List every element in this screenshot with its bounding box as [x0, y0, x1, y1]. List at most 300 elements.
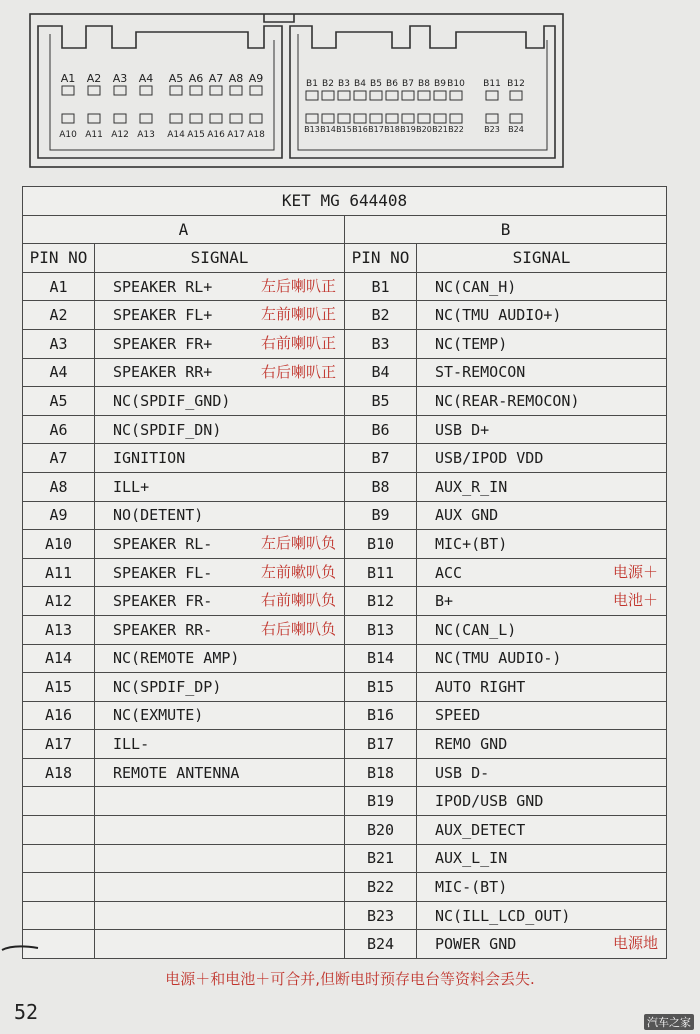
signal-a-text: SPEAKER FR+: [113, 334, 213, 353]
signal-b: [417, 415, 667, 444]
col-signal-a: SIGNAL: [95, 244, 345, 273]
pin-socket: [338, 91, 350, 100]
pin-socket: [88, 114, 100, 123]
table-row: [23, 730, 667, 759]
pin-label: B16: [352, 125, 368, 134]
pin-label: B15: [336, 125, 352, 134]
signal-b-text: ACC: [435, 563, 463, 582]
signal-b-text: USB/IPOD VDD: [435, 449, 544, 468]
pin-b-text: B7: [371, 449, 390, 468]
pinout-table: [22, 186, 667, 959]
pin-a: [23, 730, 95, 759]
pin-label: B17: [368, 125, 384, 134]
pin-label: B23: [484, 125, 500, 134]
pin-b-text: B13: [366, 620, 395, 639]
pin-b-text: B3: [371, 334, 390, 353]
pin-a: [23, 615, 95, 644]
signal-a: [95, 901, 345, 930]
signal-b-text: AUTO RIGHT: [435, 677, 526, 696]
cn-note: 左前喇叭正: [260, 305, 336, 324]
signal-a: [95, 615, 345, 644]
pin-b-text: B8: [371, 477, 390, 496]
pin-label: B19: [400, 125, 416, 134]
table-row: [23, 615, 667, 644]
pin-socket: [338, 114, 350, 123]
pin-label: B8: [418, 79, 430, 89]
signal-a-text: NC(SPDIF_DP): [113, 677, 222, 696]
pin-a: [23, 701, 95, 730]
pin-a: [23, 758, 95, 787]
pin-socket: [170, 86, 182, 95]
group-a-header: A: [23, 215, 345, 244]
pin-b-text: B21: [366, 849, 395, 868]
signal-b: [417, 387, 667, 416]
pin-b-text: B6: [371, 420, 390, 439]
pin-b-text: B19: [366, 792, 395, 811]
col-signal-b: SIGNAL: [417, 244, 667, 273]
table-row: [23, 930, 667, 959]
pin-a: [23, 530, 95, 559]
pin-socket: [322, 114, 334, 123]
pin-b-text: B9: [371, 506, 390, 525]
block-b-outline: [290, 26, 555, 158]
pin-b: [345, 444, 417, 473]
pin-socket: [250, 114, 262, 123]
signal-b-text: USB D+: [435, 420, 490, 439]
signal-a: [95, 701, 345, 730]
signal-a-text: SPEAKER RR+: [113, 363, 213, 382]
pin-b-text: B23: [366, 906, 395, 925]
signal-a-text: NC(EXMUTE): [113, 706, 204, 725]
signal-a-text: IGNITION: [113, 449, 186, 468]
signal-b-text: NC(TEMP): [435, 334, 508, 353]
pin-a: [23, 873, 95, 902]
pin-socket: [140, 86, 152, 95]
signal-b: [417, 901, 667, 930]
pin-a-text: A10: [44, 534, 73, 553]
table-row: [23, 873, 667, 902]
table-row: [23, 415, 667, 444]
cn-note: 左后喇叭正: [260, 276, 336, 295]
pin-b-text: B14: [366, 649, 395, 668]
pin-b-text: B12: [366, 592, 395, 611]
pin-label: A9: [248, 72, 264, 85]
pin-a-text: A18: [44, 763, 73, 782]
page-number: 52: [14, 1000, 39, 1024]
signal-b: [417, 301, 667, 330]
pin-b: [345, 558, 417, 587]
cn-note: 左前嗽叭负: [260, 562, 336, 581]
pin-socket: [486, 91, 498, 100]
pin-label: A8: [228, 72, 244, 85]
signal-b-text: POWER GND: [435, 935, 517, 954]
pin-a: [23, 787, 95, 816]
pin-label: A10: [59, 130, 77, 140]
pin-label: A3: [112, 72, 128, 85]
pin-label: A2: [86, 72, 102, 85]
pin-label: A13: [137, 130, 155, 140]
signal-b: [417, 358, 667, 387]
pin-socket: [230, 114, 242, 123]
pin-socket: [450, 91, 462, 100]
pin-b: [345, 501, 417, 530]
table-row: [23, 472, 667, 501]
signal-b-text: MIC+(BT): [435, 534, 508, 553]
pin-b-text: B16: [366, 706, 395, 725]
signal-b: [417, 701, 667, 730]
pin-label: A7: [208, 72, 224, 85]
pin-a-text: A14: [44, 649, 73, 668]
signal-a: [95, 673, 345, 702]
pin-b: [345, 329, 417, 358]
pin-socket: [370, 114, 382, 123]
pin-socket: [434, 91, 446, 100]
pin-socket: [210, 114, 222, 123]
pin-socket: [62, 86, 74, 95]
pin-socket: [402, 114, 414, 123]
signal-a-text: NC(SPDIF_DN): [113, 420, 222, 439]
pin-socket: [190, 86, 202, 95]
table-row: [23, 558, 667, 587]
pin-socket: [306, 114, 318, 123]
pin-b: [345, 387, 417, 416]
pin-b: [345, 758, 417, 787]
pin-b: [345, 530, 417, 559]
pin-b-text: B1: [371, 277, 390, 296]
signal-a: [95, 644, 345, 673]
connector-housing: [30, 14, 563, 167]
signal-a: [95, 558, 345, 587]
pin-a-text: A2: [49, 306, 68, 325]
signal-a: [95, 758, 345, 787]
pin-label: A18: [247, 130, 265, 140]
col-pin-b: PIN NO: [345, 244, 417, 273]
cn-note: 左后喇叭负: [260, 534, 336, 553]
pin-label: B1: [306, 79, 318, 89]
pin-socket: [386, 91, 398, 100]
signal-a-text: SPEAKER FL-: [113, 563, 213, 582]
table-row: [23, 758, 667, 787]
signal-b-text: NC(REAR-REMOCON): [435, 391, 580, 410]
pin-socket: [210, 86, 222, 95]
pin-a: [23, 472, 95, 501]
pin-label: B6: [386, 79, 398, 89]
signal-a-text: NC(REMOTE AMP): [113, 649, 240, 668]
pin-label: A4: [138, 72, 154, 85]
signal-a: [95, 730, 345, 759]
pin-a-text: A6: [49, 420, 68, 439]
pin-a: [23, 501, 95, 530]
signal-a-text: ILL-: [113, 735, 150, 754]
signal-a-text: SPEAKER FL+: [113, 306, 213, 325]
pin-label: B11: [483, 79, 501, 89]
pin-b-text: B24: [366, 935, 395, 954]
table-row: [23, 329, 667, 358]
pin-b: [345, 472, 417, 501]
pin-a: [23, 358, 95, 387]
pin-socket: [402, 91, 414, 100]
pin-a-text: A13: [44, 620, 73, 639]
pin-b: [345, 644, 417, 673]
pin-socket: [510, 91, 522, 100]
pin-a-text: A9: [49, 506, 68, 525]
pin-b-text: B11: [366, 563, 395, 582]
signal-a: [95, 787, 345, 816]
pin-label: B14: [320, 125, 336, 134]
pin-socket: [434, 114, 446, 123]
signal-b-text: ST-REMOCON: [435, 363, 526, 382]
pin-socket: [386, 114, 398, 123]
signal-b-text: IPOD/USB GND: [435, 792, 544, 811]
pin-b: [345, 358, 417, 387]
pin-a-text: A3: [49, 334, 68, 353]
signal-b: [417, 444, 667, 473]
table-row: [23, 530, 667, 559]
signal-a-text: SPEAKER RR-: [113, 620, 213, 639]
cn-note: 右前喇叭负: [260, 591, 336, 610]
pin-b: [345, 844, 417, 873]
pin-b-text: B10: [366, 534, 395, 553]
pin-a: [23, 272, 95, 301]
pin-b: [345, 901, 417, 930]
signal-b-text: MIC-(BT): [435, 878, 508, 897]
signal-a-text: ILL+: [113, 477, 150, 496]
pin-b-text: B20: [366, 820, 395, 839]
pin-label: A12: [111, 130, 129, 140]
pin-label: B21: [432, 125, 448, 134]
pin-label: B9: [434, 79, 446, 89]
signal-a: [95, 444, 345, 473]
table-row: [23, 844, 667, 873]
pin-b-text: B5: [371, 391, 390, 410]
pinout-body: [23, 272, 667, 958]
pin-label: B13: [304, 125, 320, 134]
pin-b-text: B2: [371, 306, 390, 325]
pin-a-text: A17: [44, 735, 73, 754]
signal-a: [95, 472, 345, 501]
col-pin-a: PIN NO: [23, 244, 95, 273]
table-row: [23, 272, 667, 301]
pin-label: B24: [508, 125, 524, 134]
table-row: [23, 644, 667, 673]
pin-socket: [88, 86, 100, 95]
pin-a: [23, 644, 95, 673]
signal-b: [417, 873, 667, 902]
pin-a: [23, 673, 95, 702]
table-row: [23, 387, 667, 416]
signal-b: [417, 644, 667, 673]
signal-a-text: SPEAKER RL+: [113, 277, 213, 296]
signal-b-text: AUX GND: [435, 506, 499, 525]
signal-b-text: NC(ILL_LCD_OUT): [435, 906, 571, 925]
signal-b-text: USB D-: [435, 763, 490, 782]
pin-b-text: B15: [366, 677, 395, 696]
signal-a-text: REMOTE ANTENNA: [113, 763, 240, 782]
cn-note: 右前喇叭正: [260, 333, 336, 352]
pin-label: B7: [402, 79, 414, 89]
cn-note: 右后喇叭负: [260, 619, 336, 638]
pin-a: [23, 301, 95, 330]
pin-a-text: A16: [44, 706, 73, 725]
pin-b-text: B22: [366, 878, 395, 897]
pin-b: [345, 873, 417, 902]
pin-label: A11: [85, 130, 103, 140]
pin-a: [23, 901, 95, 930]
signal-a-text: SPEAKER RL-: [113, 534, 213, 553]
signal-a: [95, 501, 345, 530]
footer-note: 电源＋和电池＋可合并,但断电时预存电台等资料会丢失.: [165, 970, 535, 988]
pin-socket: [486, 114, 498, 123]
pin-a-text: A4: [49, 363, 68, 382]
table-row: [23, 587, 667, 616]
pin-socket: [306, 91, 318, 100]
table-row: [23, 901, 667, 930]
signal-b-text: NC(TMU AUDIO-): [435, 649, 562, 668]
pin-socket: [322, 91, 334, 100]
pin-socket: [140, 114, 152, 123]
pin-socket: [250, 86, 262, 95]
pin-label: A1: [60, 72, 76, 85]
table-row: [23, 787, 667, 816]
signal-b: [417, 501, 667, 530]
signal-b-text: AUX_DETECT: [435, 820, 526, 839]
table-row: [23, 816, 667, 845]
signal-b: [417, 816, 667, 845]
pin-a-text: A7: [49, 449, 68, 468]
signal-b: [417, 472, 667, 501]
pin-socket: [114, 86, 126, 95]
signal-b: [417, 530, 667, 559]
pin-a: [23, 844, 95, 873]
signal-a-text: SPEAKER FR-: [113, 592, 213, 611]
cn-note: 右后喇叭正: [260, 362, 336, 381]
signal-b: [417, 587, 667, 616]
signal-b: [417, 758, 667, 787]
cn-note: 电源＋: [613, 562, 659, 581]
pin-b: [345, 415, 417, 444]
signal-b-text: AUX_R_IN: [435, 477, 508, 496]
signal-a: [95, 587, 345, 616]
pin-label: A16: [207, 130, 225, 140]
pin-label: B22: [448, 125, 464, 134]
pin-b-text: B18: [366, 763, 395, 782]
pin-socket: [418, 91, 430, 100]
pin-a: [23, 444, 95, 473]
signal-a: [95, 329, 345, 358]
pin-b: [345, 816, 417, 845]
pin-a: [23, 587, 95, 616]
signal-b-text: SPEED: [435, 706, 481, 725]
pin-socket: [418, 114, 430, 123]
pin-a: [23, 329, 95, 358]
group-b-header: B: [345, 215, 667, 244]
pin-label: B18: [384, 125, 400, 134]
pin-label: B3: [338, 79, 350, 89]
signal-a: [95, 873, 345, 902]
cn-note: 电源地: [613, 934, 659, 953]
pin-socket: [62, 114, 74, 123]
signal-b: [417, 272, 667, 301]
signal-a: [95, 816, 345, 845]
pin-b: [345, 787, 417, 816]
pin-label: A17: [227, 130, 245, 140]
signal-b: [417, 730, 667, 759]
table-row: [23, 444, 667, 473]
signal-b: [417, 673, 667, 702]
pin-b-text: B17: [366, 735, 395, 754]
table-row: [23, 673, 667, 702]
connector-diagram: [0, 0, 700, 180]
signal-b-text: B+: [435, 592, 454, 611]
pin-b: [345, 587, 417, 616]
signal-a: [95, 301, 345, 330]
signal-a: [95, 530, 345, 559]
signal-a-text: NO(DETENT): [113, 506, 204, 525]
pin-socket: [354, 114, 366, 123]
pin-label: B2: [322, 79, 334, 89]
pin-label: B4: [354, 79, 366, 89]
pin-label: B20: [416, 125, 432, 134]
pin-b: [345, 673, 417, 702]
pin-a: [23, 415, 95, 444]
pin-b: [345, 272, 417, 301]
pin-a-text: A5: [49, 391, 68, 410]
pin-socket: [354, 91, 366, 100]
pin-socket: [450, 114, 462, 123]
signal-a: [95, 272, 345, 301]
pin-label: A15: [187, 130, 205, 140]
pin-label: B10: [447, 79, 465, 89]
pin-socket: [230, 86, 242, 95]
pin-a-text: A15: [44, 677, 73, 696]
signal-b-text: AUX_L_IN: [435, 849, 508, 868]
pin-socket: [114, 114, 126, 123]
signal-b: [417, 615, 667, 644]
signal-b: [417, 930, 667, 959]
signal-b-text: NC(CAN_L): [435, 620, 517, 639]
pin-socket: [510, 114, 522, 123]
table-row: [23, 358, 667, 387]
pin-label: A6: [188, 72, 204, 85]
pin-a-text: A8: [49, 477, 68, 496]
pin-a-text: A1: [49, 277, 68, 296]
pin-b: [345, 615, 417, 644]
watermark-logo: 汽车之家: [644, 1014, 694, 1030]
pin-a-text: A11: [44, 563, 73, 582]
signal-b: [417, 329, 667, 358]
pin-a-text: A12: [44, 592, 73, 611]
cn-note: 电池＋: [613, 591, 659, 610]
signal-a: [95, 358, 345, 387]
signal-a: [95, 844, 345, 873]
pin-label: B12: [507, 79, 525, 89]
pin-b: [345, 730, 417, 759]
table-row: [23, 501, 667, 530]
pin-a: [23, 816, 95, 845]
pin-b: [345, 930, 417, 959]
table-row: [23, 701, 667, 730]
signal-b: [417, 844, 667, 873]
signal-b: [417, 787, 667, 816]
pin-label: A14: [167, 130, 185, 140]
pin-b: [345, 701, 417, 730]
pin-a: [23, 387, 95, 416]
signal-b: [417, 558, 667, 587]
signal-a: [95, 930, 345, 959]
pin-label: B5: [370, 79, 382, 89]
pin-socket: [370, 91, 382, 100]
pin-b-text: B4: [371, 363, 390, 382]
